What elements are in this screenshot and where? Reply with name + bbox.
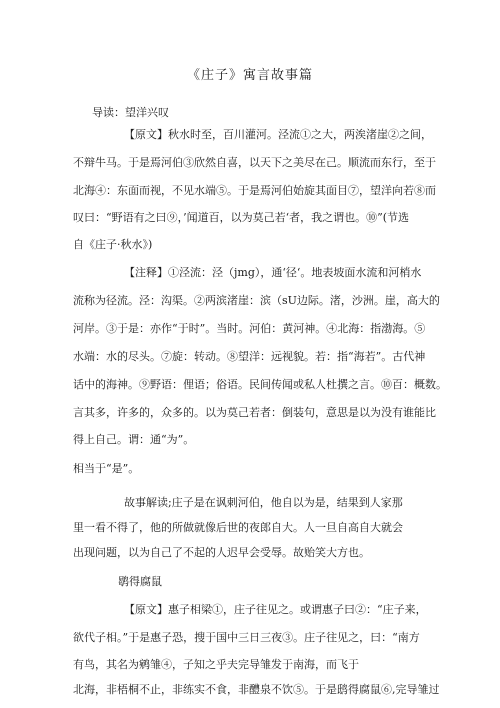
paragraph-line: 得上自己。谓：通“为”。 bbox=[73, 433, 195, 446]
paragraph-line: 欲代子相。”于是惠子恐，搜于国中三日三夜③。庄子往见之，曰：“南方 bbox=[73, 631, 420, 644]
paragraph-line: 河岸。③于是：亦作“于时”。当时。河伯：黄河神。④北海：指渤海。⑤ bbox=[73, 322, 426, 335]
paragraph-line: 流称为径流。泾：沟渠。②两滨渚崖：滨（sU边际。渚，沙洲。崖，高大的 bbox=[73, 294, 440, 307]
paragraph-line: 言其多，许多的，众多的。以为莫己若者：倒装句，意思是以为没有谁能比 bbox=[73, 406, 436, 419]
paragraph-line: 故事解读;庄子是在讽刺河伯，他自以为是，结果到人家那 bbox=[124, 496, 403, 509]
paragraph-line: 话中的海神。⑨野语：俚语；俗语。民间传闻或私人杜撰之言。⑩百：概数。 bbox=[73, 378, 447, 391]
paragraph-line: 不辩牛马。于是焉河伯③欣然自喜，以天下之美尽在己。顺流而东行，至于 bbox=[73, 156, 436, 169]
paragraph-line: 【注释】①泾流：泾（jmg），通‘径‘。地表坡面水流和河梢水 bbox=[124, 266, 422, 279]
paragraph-line: 叹曰：“野语有之曰⑨，’闻道百，以为莫己若‘者，我之谓也。⑩”(节选 bbox=[73, 211, 410, 224]
document-title: 《庄子》寓言故事篇 bbox=[186, 68, 313, 83]
paragraph-line: 【原文】惠子相梁①，庄子往见之。或谓惠子曰②：“庄子来， bbox=[124, 603, 427, 616]
reading-guide-heading: 导读：望洋兴叹 bbox=[92, 106, 169, 119]
paragraph-line: 里一看不得了，他的所做就像后世的夜郎自大。人一旦自高自大就会 bbox=[73, 521, 403, 534]
paragraph-line: 自《庄子·秋水》) bbox=[73, 238, 153, 251]
paragraph-line: 有鸟，其名为鹓雏④，子知之乎夫完导雏发于南海，而飞于 bbox=[73, 658, 359, 671]
paragraph-line: 【原文】秋水时至，百川灌河。泾流①之大，两涘渚崖②之间， bbox=[124, 128, 432, 141]
paragraph-line: 北海④：东面而视，不见水端⑤。于是焉河伯始旋其面目⑦，望洋向若⑧而 bbox=[73, 184, 436, 197]
section-heading: 鹖得腐鼠 bbox=[118, 575, 162, 588]
paragraph-line: 水端：水的尽头。⑦旋：转动。⑧望洋：远视貌。若：指“海若”。古代神 bbox=[73, 350, 426, 363]
paragraph-line: 北海，非梧桐不止，非练实不食，非醴泉不饮⑤。于是鸱得腐鼠⑥,完导雏过 bbox=[73, 683, 440, 696]
paragraph-line: 相当于“是”。 bbox=[73, 462, 140, 475]
paragraph-line: 出现问题，以为自己了不起的人迟早会受辱。故贻笑大方也。 bbox=[73, 546, 370, 559]
